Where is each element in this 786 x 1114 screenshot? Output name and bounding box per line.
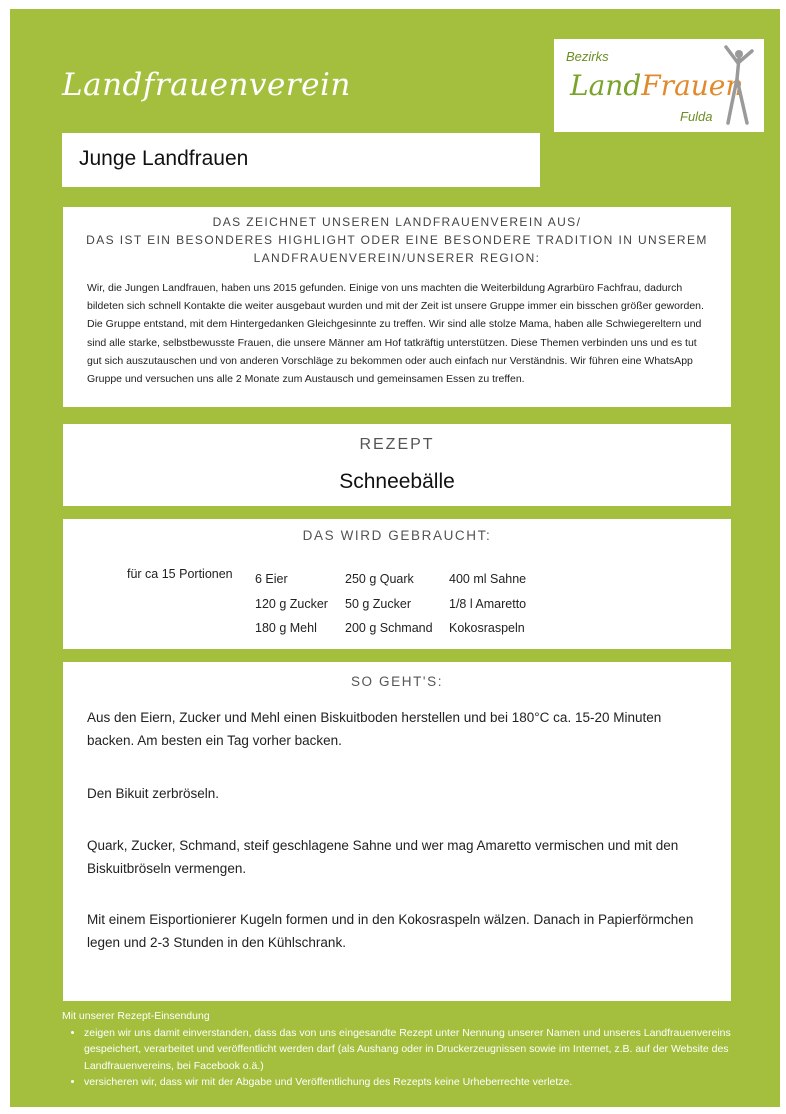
logo-bezirks-text: Bezirks bbox=[566, 49, 609, 64]
about-text: Wir, die Jungen Landfrauen, haben uns 2015 gefunden. Einige von uns machten die Weiterbildung Agrarbüro Fachfrau, dadurch bildeten sich schnell Kontakte die weiter ausgebaut wurden und mit der Zeit ist unsere Gruppe immer ein bisschen größer geworden. Die Gruppe entstand, mit dem Hintergedanken Gleichgesinnte zu treffen. Wir sind alle stolze Mama, haben alle Schwiegereltern und sind alle starke, selbstbewusste Frauen, die unsere Männer am Hof tatkräftig unterstützen. Diese Themen verbinden uns und es tut gut sich auszutauschen und von anderen Vorschläge zu bekommen oder auch einfach nur Verständnis. Wir führen eine WhatsApp Gruppe und versuchen uns alle 2 Monate zum Austausch und gemeinsamen Essen zu treffen. bbox=[87, 282, 704, 386]
ingredient-item: Kokosraspeln bbox=[449, 621, 525, 635]
recipe-label: REZEPT bbox=[359, 436, 435, 453]
ingredients-heading: DAS WIRD GEBRAUCHT: bbox=[302, 528, 492, 543]
page-title: Landfrauenverein bbox=[62, 67, 351, 103]
disclaimer-item: • zeigen wir uns damit einverstanden, dass das von uns eingesandte Rezept unter Nennung unserer Namen und unseres Landfrauenvereins gespeichert, verarbeitet und veröffentlicht werden darf (als Aushang oder in Druckerzeugnissen sowie im Internet, z.B. auf der Website des Landfrauenvereins, bei Facebook o.ä.) bbox=[84, 1025, 762, 1075]
step-item: Den Bikuit zerbröseln. bbox=[87, 786, 220, 801]
group-name: Junge Landfrauen bbox=[79, 147, 249, 170]
logo-land-text: Land bbox=[570, 69, 642, 102]
recipe-page bbox=[10, 9, 780, 1107]
about-section bbox=[63, 207, 731, 407]
ingredient-item: 250 g Quark bbox=[345, 572, 414, 586]
recipe-title-box bbox=[63, 424, 731, 506]
steps-heading: SO GEHT'S: bbox=[350, 674, 444, 689]
step-item: Quark, Zucker, Schmand, steif geschlagene Sahne und wer mag Amaretto vermischen und mit den Biskuitbröseln vermengen. bbox=[87, 838, 679, 876]
ingredient-column-3 bbox=[449, 567, 526, 641]
about-heading bbox=[63, 207, 731, 267]
logo-frauen-text: Frauen bbox=[641, 69, 744, 102]
group-name-box bbox=[62, 133, 540, 187]
logo-fulda-text: Fulda bbox=[680, 109, 713, 124]
ingredient-item: 1/8 l Amaretto bbox=[449, 596, 527, 611]
steps-section bbox=[63, 662, 731, 1001]
recipe-name: Schneebälle bbox=[339, 470, 455, 493]
ingredient-item: 6 Eier bbox=[255, 572, 288, 586]
ingredient-item: 50 g Zucker bbox=[345, 596, 412, 611]
about-heading-line-2: DAS IST EIN BESONDERES HIGHLIGHT ODER EINE BESONDERE TRADITION IN UNSEREM LANDFRAUENVEREIN/UNSERER REGION: bbox=[86, 233, 708, 265]
step-item: Mit einem Eisportionierer Kugeln formen und in den Kokosraspeln wälzen. Danach in Papierförmchen legen und 2-3 Stunden in den Kühlschrank. bbox=[87, 912, 694, 950]
step-item: Aus den Eiern, Zucker und Mehl einen Biskuitboden herstellen und bei 180°C ca. 15-20 Minuten backen. Am besten ein Tag vorher backen. bbox=[87, 710, 662, 748]
submission-disclaimer bbox=[62, 1008, 762, 1091]
logo-wordmark bbox=[570, 69, 743, 102]
ingredient-column-2 bbox=[345, 567, 433, 641]
portions-label: für ca 15 Portionen bbox=[127, 567, 233, 581]
disclaimer-list bbox=[62, 1025, 762, 1091]
disclaimer-intro: Mit unserer Rezept-Einsendung bbox=[62, 1010, 210, 1022]
disclaimer-item: • versicheren wir, dass wir mit der Abgabe und Veröffentlichung des Rezepts keine Urheberrechte verletze. bbox=[84, 1074, 762, 1091]
ingredient-item: 400 ml Sahne bbox=[449, 572, 527, 586]
ingredient-item: 180 g Mehl bbox=[255, 621, 317, 635]
ingredient-item: 120 g Zucker bbox=[255, 596, 328, 611]
bezirks-landfrauen-logo bbox=[554, 39, 764, 132]
dancer-figure-icon bbox=[722, 45, 756, 125]
ingredients-section bbox=[63, 519, 731, 649]
about-heading-line-1: DAS ZEICHNET UNSEREN LANDFRAUENVEREIN AUS/ bbox=[212, 215, 582, 229]
ingredient-column-1 bbox=[255, 567, 328, 641]
ingredient-item: 200 g Schmand bbox=[345, 621, 433, 635]
